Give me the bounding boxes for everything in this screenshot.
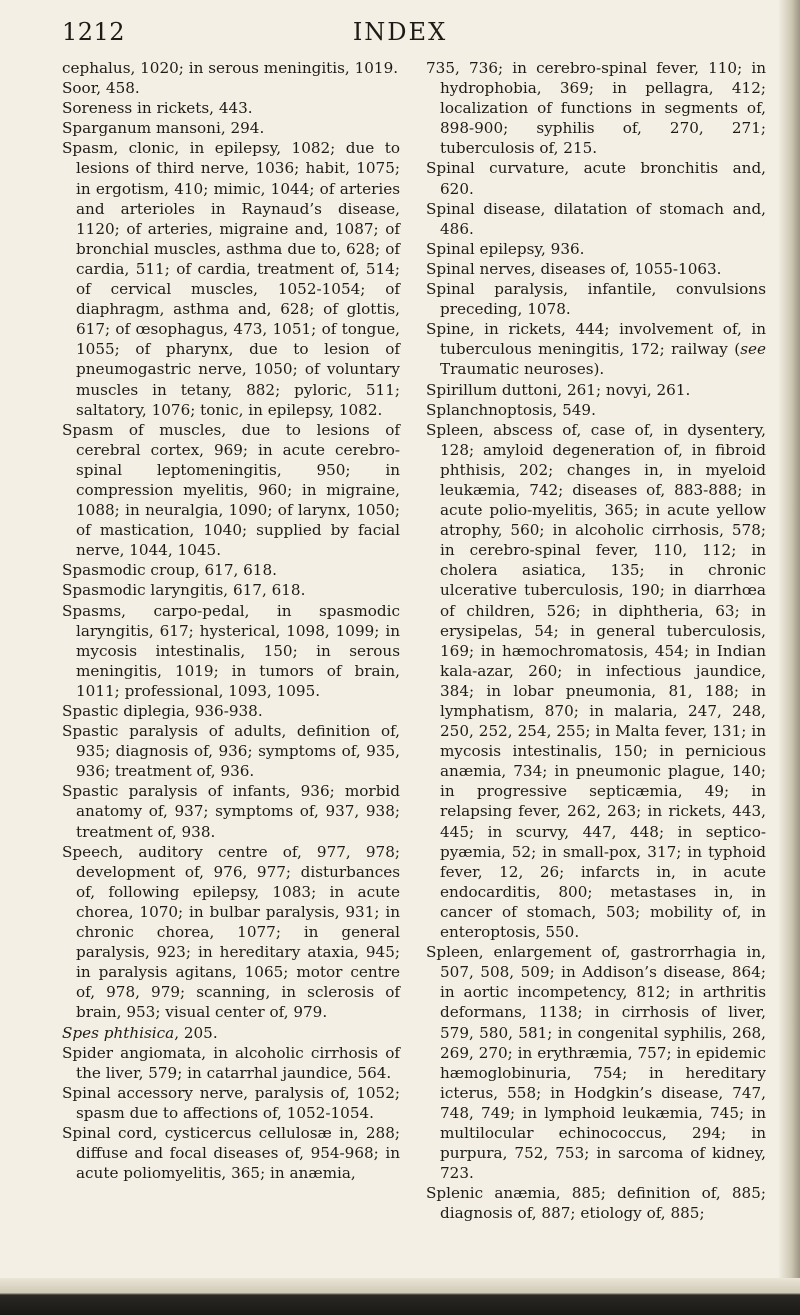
index-entry: Spine, in rickets, 444; involvement of, in tuberculous meningitis, 172; railway (see Traumatic neuroses). (426, 320, 766, 379)
index-entry: Spider angiomata, in alcoholic cirrhosis of the liver, 579; in catarrhal jaundice, 564. (62, 1043, 400, 1082)
index-entry: Spastic paralysis of infants, 936; morbid anatomy of, 937; symptoms of, 937, 938; treatment of, 938. (62, 782, 400, 841)
page-number: 1212 (62, 18, 126, 46)
index-entry: Soreness in rickets, 443. (62, 99, 253, 118)
index-entry: Spasmodic laryngitis, 617, 618. (62, 581, 306, 600)
index-entry: Spasms, carpo-pedal, in spasmodic laryngitis, 617; hysterical, 1098, 1099; in mycosis intestinalis, 150; in serous meningitis, 1019; in tumors of brain, 1011; professional, 1093, 1095. (62, 601, 400, 700)
index-entry: Spinal nerves, diseases of, 1055-1063. (426, 259, 722, 278)
index-entry: Spes phthisica, 205. (62, 1023, 218, 1042)
index-entry: Spasm of muscles, due to lesions of cerebral cortex, 969; in acute cerebro-spinal leptomeningitis, 950; in compression myelitis, 960; in migraine, 1088; in neuralgia, 1090; of larynx, 1050; of mastication, 1040; supplied by facial nerve, 1044, 1045. (62, 420, 400, 560)
index-entry: Splenic anæmia, 885; definition of, 885; diagnosis of, 887; etiology of, 885; (426, 1184, 766, 1223)
index-entry: cephalus, 1020; in serous meningitis, 1019. (62, 59, 399, 77)
page-header (0, 10, 800, 50)
index-entry: Spastic paralysis of adults, definition of, 935; diagnosis of, 936; symptoms of, 935, 936; treatment of, 936. (62, 722, 400, 781)
index-entry: Splanchnoptosis, 549. (426, 400, 596, 419)
italic-term: Spes phthisica (62, 1023, 175, 1042)
index-entry: Spirillum duttoni, 261; novyi, 261. (426, 380, 691, 399)
page-edge-shadow (778, 0, 800, 1315)
index-entry: Spinal cord, cysticercus cellulosæ in, 288; diffuse and focal diseases of, 954-968; in acute poliomyelitis, 365; in anæmia, (62, 1123, 400, 1183)
right-column (426, 58, 766, 1223)
index-entry: Soor, 458. (62, 79, 140, 98)
index-entry: Spinal paralysis, infantile, convulsions preceding, 1078. (426, 280, 766, 319)
page-title: INDEX (352, 18, 448, 46)
index-entry: Spastic diplegia, 936-938. (62, 702, 263, 720)
index-entry-continuation: 735, 736; in cerebro-spinal fever, 110; in hydrophobia, 369; in pellagra, 412; localization of functions in segments of, 898-900; syphilis of, 270, 271; tuberculosis of, 215. (426, 59, 766, 158)
index-entry: Sparganum mansoni, 294. (62, 119, 265, 138)
index-entry: Spinal epilepsy, 936. (426, 239, 585, 258)
index-entry: Spinal disease, dilatation of stomach and, 486. (426, 199, 766, 238)
index-entry: Speech, auditory centre of, 977, 978; development of, 976, 977; disturbances of, following epilepsy, 1083; in acute chorea, 1070; in bulbar paralysis, 931; in chronic chorea, 1077; in general paralysis, 923; in hereditary ataxia, 945; in paralysis agitans, 1065; motor centre of, 978, 979; scanning, in sclerosis of brain, 953; visual center of, 979. (62, 842, 400, 1022)
page-bottom-edge (0, 1278, 800, 1315)
index-entry: Spleen, enlargement of, gastrorrhagia in, 507, 508, 509; in Addison’s disease, 864; in aortic incompetency, 812; in arthritis deformans, 1138; in cirrhosis of liver, 579, 580, 581; in congenital syphilis, 268, 269, 270; in erythræmia, 757; in epidemic hæmoglobinuria, 754; in hereditary icterus, 558; in Hodgkin’s disease, 747, 748, 749; in lymphoid leukæmia, 745; in multilocular echinococcus, 294; in purpura, 752, 753; in sarcoma of kidney, 723. (426, 943, 766, 1183)
index-entry: Spleen, abscess of, case of, in dysentery, 128; amyloid degeneration of, in fibroid phthisis, 202; changes in, in myeloid leukæmia, 742; diseases of, 883-888; in acute polio-myelitis, 365; in acute yellow atrophy, 560; in alcoholic cirrhosis, 578; in cerebro-spinal fever, 110, 112; in cholera asiatica, 135; in chronic ulcerative tuberculosis, 190; in diarrhœa of children, 526; in diphtheria, 63; in erysipelas, 54; in general tuberculosis, 169; in hæmochromatosis, 454; in Indian kala-azar, 260; in infectious jaundice, 384; in lobar pneumonia, 81, 188; in lymphatism, 870; in malaria, 247, 248, 250, 252, 254, 255; in Malta fever, 131; in mycosis intestinalis, 150; in pernicious anæmia, 734; in pneumonic plague, 140; in progressive septicæmia, 49; in relapsing fever, 262, 263; in rickets, 443, 445; in scurvy, 447, 448; in septico-pyæmia, 52; in small-pox, 317; in typhoid fever, 12, 26; infarcts in, in acute endocarditis, 800; metastases in, in cancer of stomach, 503; mobility of, in enteroptosis, 550. (426, 420, 766, 942)
see-reference: see (740, 340, 766, 359)
index-entry: Spinal curvature, acute bronchitis and, 620. (426, 159, 766, 198)
left-column (62, 58, 400, 1183)
index-entry: Spinal accessory nerve, paralysis of, 1052; spasm due to affections of, 1052-1054. (62, 1083, 400, 1122)
index-entry: Spasm, clonic, in epilepsy, 1082; due to lesions of third nerve, 1036; habit, 1075; in ergotism, 410; mimic, 1044; of arteries and arterioles in Raynaud’s disease, 1120; of arteries, migraine and, 1087; of bronchial muscles, asthma due to, 628; of cardia, 511; of cardia, treatment of, 514; of cervical muscles, 1052-1054; of diaphragm, asthma and, 628; of glottis, 617; of œsophagus, 473, 1051; of tongue, 1055; of pharynx, due to lesion of pneumogastric nerve, 1050; of voluntary muscles in tetany, 882; pyloric, 511; saltatory, 1076; tonic, in epilepsy, 1082. (62, 139, 400, 419)
index-entry: Spasmodic croup, 617, 618. (62, 561, 277, 580)
